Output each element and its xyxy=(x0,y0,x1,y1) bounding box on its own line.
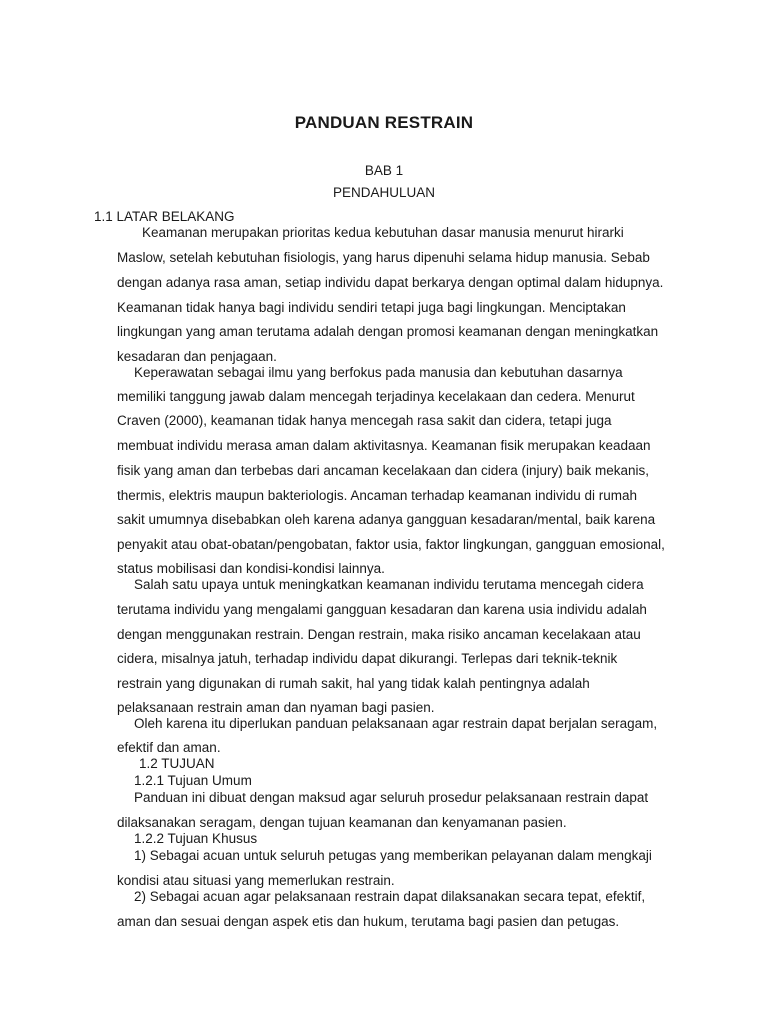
paragraph-line: pelaksanaan restrain aman dan nyaman bagi pasien. xyxy=(117,700,435,715)
paragraph-line: cidera, misalnya jatuh, terhadap individu dapat dikurangi. Terlepas dari teknik-teknik xyxy=(117,651,618,666)
paragraph-line: fisik yang aman dan terbebas dari ancaman kecelakaan dan cidera (injury) baik mekanis, xyxy=(117,463,650,478)
paragraph-line: Maslow, setelah kebutuhan fisiologis, yang harus dipenuhi selama hidup manusia. Sebab xyxy=(117,250,650,265)
subsection-heading: 1.2.2 Tujuan Khusus xyxy=(134,831,258,846)
list-item: 1) Sebagai acuan untuk seluruh petugas yang memberikan pelayanan dalam mengkaji xyxy=(134,848,652,863)
paragraph-line: penyakit atau obat-obatan/pengobatan, faktor usia, faktor lingkungan, gangguan emosional, xyxy=(117,537,665,552)
section-heading: 1.1 LATAR BELAKANG xyxy=(94,209,235,224)
list-item-continuation: kondisi atau situasi yang memerlukan restrain. xyxy=(117,873,395,888)
paragraph-line: thermis, elektris maupun bakteriologis. Ancaman terhadap keamanan individu di rumah xyxy=(117,488,638,503)
paragraph-line: status mobilisasi dan kondisi-kondisi lainnya. xyxy=(117,561,385,576)
paragraph-line: terutama individu yang mengalami gangguan kesadaran dan karena usia individu adalah xyxy=(117,602,647,617)
paragraph-line: Craven (2000), keamanan tidak hanya mencegah rasa sakit dan cidera, tetapi juga xyxy=(117,413,612,428)
section-heading: 1.2 TUJUAN xyxy=(139,756,215,771)
paragraph-line: Panduan ini dibuat dengan maksud agar seluruh prosedur pelaksanaan restrain dapat xyxy=(134,790,649,805)
list-item-continuation: aman dan sesuai dengan aspek etis dan hukum, terutama bagi pasien dan petugas. xyxy=(117,914,620,929)
paragraph-line: Keamanan tidak hanya bagi individu sendiri tetapi juga bagi lingkungan. Menciptakan xyxy=(117,300,626,315)
chapter-number: BAB 1 xyxy=(364,163,404,178)
paragraph-line: dilaksanakan seragam, dengan tujuan keamanan dan kenyamanan pasien. xyxy=(117,815,567,830)
document-title: PANDUAN RESTRAIN xyxy=(294,113,474,132)
paragraph-line: sakit umumnya disebabkan oleh karena adanya gangguan kesadaran/mental, baik karena xyxy=(117,512,656,527)
paragraph-line: dengan adanya rasa aman, setiap individu dapat berkarya dengan optimal dalam hidupnya. xyxy=(117,275,664,290)
paragraph-line: dengan menggunakan restrain. Dengan restrain, maka risiko ancaman kecelakaan atau xyxy=(117,627,641,642)
paragraph-line: restrain yang digunakan di rumah sakit, hal yang tidak kalah pentingnya adalah xyxy=(117,676,590,691)
paragraph-line: Keamanan merupakan prioritas kedua kebutuhan dasar manusia menurut hirarki xyxy=(142,225,624,240)
paragraph-line: memiliki tanggung jawab dalam mencegah terjadinya kecelakaan dan cedera. Menurut xyxy=(117,389,635,404)
paragraph-line: lingkungan yang aman terutama adalah dengan promosi keamanan dengan meningkatkan xyxy=(117,324,659,339)
paragraph-line: membuat individu merasa aman dalam aktivitasnya. Keamanan fisik merupakan keadaan xyxy=(117,438,651,453)
list-item: 2) Sebagai acuan agar pelaksanaan restrain dapat dilaksanakan secara tepat, efektif, xyxy=(134,889,646,904)
subsection-heading: 1.2.1 Tujuan Umum xyxy=(134,773,252,788)
paragraph-line: kesadaran dan penjagaan. xyxy=(117,349,277,364)
paragraph-line: Keperawatan sebagai ilmu yang berfokus pada manusia dan kebutuhan dasarnya xyxy=(134,365,623,380)
paragraph-line: Oleh karena itu diperlukan panduan pelaksanaan agar restrain dapat berjalan seragam, xyxy=(134,716,658,731)
chapter-title: PENDAHULUAN xyxy=(332,185,436,200)
paragraph-line: Salah satu upaya untuk meningkatkan keamanan individu terutama mencegah cidera xyxy=(134,577,644,592)
paragraph-line: efektif dan aman. xyxy=(117,740,221,755)
